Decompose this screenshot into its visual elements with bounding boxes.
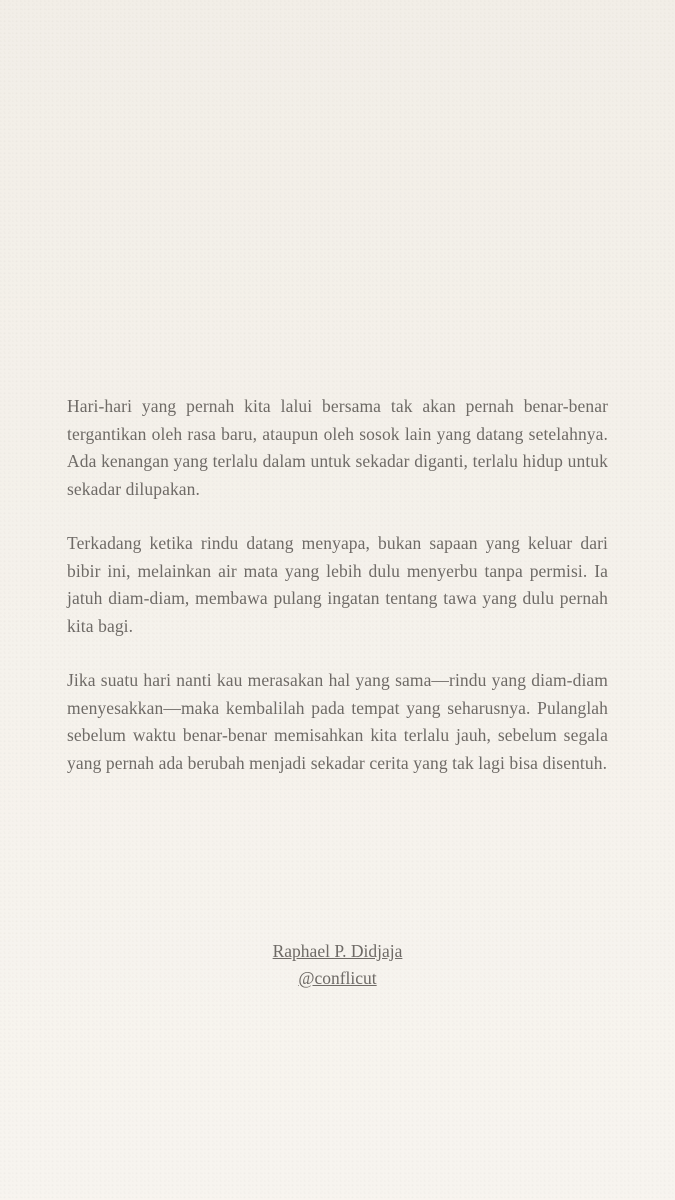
signature-block — [0, 938, 675, 992]
author-name-link[interactable]: Raphael P. Didjaja — [272, 941, 403, 961]
author-handle-link[interactable]: @conflicut — [298, 968, 377, 988]
paragraph-3: Jika suatu hari nanti kau merasakan hal yang sama—rindu yang diam-diam menyesakkan—maka kembalilah pada tempat yang seharusnya. Pulanglah sebelum waktu benar-benar memisahkan kita terlalu jauh, sebelum segala yang pernah ada berubah menjadi sekadar cerita yang tak lagi bisa disentuh. — [67, 670, 608, 773]
paragraph-1: Hari-hari yang pernah kita lalui bersama tak akan pernah benar-benar tergantikan oleh rasa baru, ataupun oleh sosok lain yang datang setelahnya. Ada kenangan yang terlalu dalam untuk sekadar diganti, terlalu hidup untuk sekadar dilupakan. — [67, 396, 608, 499]
poem-body — [67, 393, 608, 804]
paragraph-2: Terkadang ketika rindu datang menyapa, bukan sapaan yang keluar dari bibir ini, melainkan air mata yang lebih dulu menyerbu tanpa permisi. Ia jatuh diam-diam, membawa pulang ingatan tentang tawa yang dulu pernah kita bagi. — [67, 533, 608, 636]
